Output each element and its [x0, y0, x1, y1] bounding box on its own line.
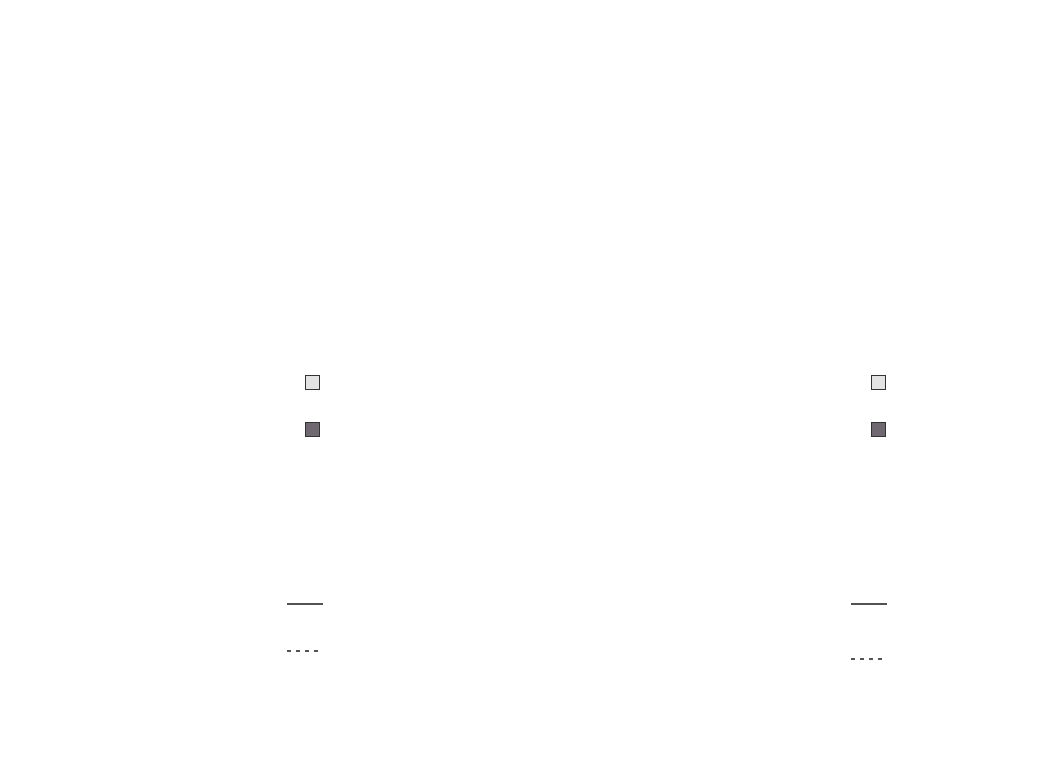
legend-line-icons: [849, 596, 889, 666]
legend-swatch-with: [305, 375, 320, 390]
option-b-plot: [646, 360, 866, 535]
option-d-chart[interactable]: [646, 588, 1026, 778]
option-b-chart[interactable]: [646, 360, 1026, 550]
option-c-plot: [80, 588, 300, 763]
legend-swatch-without: [871, 422, 886, 437]
option-a-chart[interactable]: [80, 360, 460, 550]
option-a-plot: [80, 360, 300, 535]
legend-line-icons: [285, 596, 325, 666]
option-c-chart[interactable]: [80, 588, 460, 778]
option-d-plot: [646, 588, 866, 763]
legend-swatch-without: [305, 422, 320, 437]
legend-swatch-with: [871, 375, 886, 390]
